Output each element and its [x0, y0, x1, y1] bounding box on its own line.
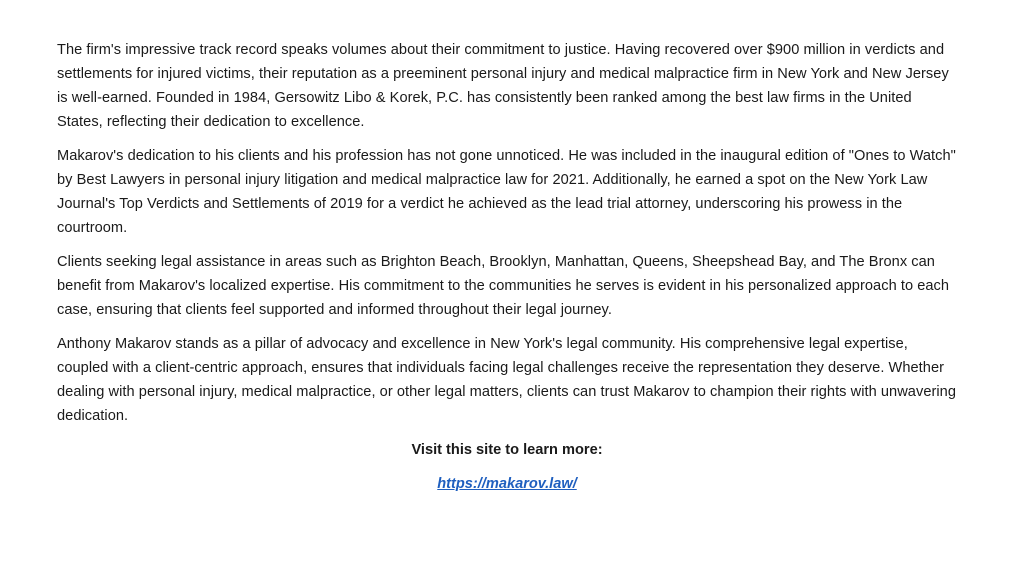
website-link[interactable]: https://makarov.law/: [437, 476, 577, 492]
paragraph-track-record: The firm's impressive track record speaks volumes about their commitment to justice. Having recovered over $900 million in verdicts and settlements for injured victims, their reputation as a preeminent personal injury and medical malpractice firm in New York and New Jersey is well-earned. Founded in 1984, Gersowitz Libo & Korek, P.C. has consistently been ranked among the best law firms in the United States, reflecting their dedication to excellence.: [57, 42, 949, 130]
paragraph-service-areas: Clients seeking legal assistance in areas such as Brighton Beach, Brooklyn, Manhattan, Queens, Sheepshead Bay, and The Bronx can benefit from Makarov's localized expertise. His commitment to the communities he serves is evident in his personalized approach to each case, ensuring that clients feel supported and informed throughout their legal journey.: [57, 254, 950, 318]
website-link-container: [57, 472, 957, 496]
paragraph-recognition: Makarov's dedication to his clients and his profession has not gone unnoticed. He was included in the inaugural edition of "Ones to Watch" by Best Lawyers in personal injury litigation and medical malpractice law for 2021. Additionally, he earned a spot on the New York Law Journal's Top Verdicts and Settlements of 2019 for a verdict he achieved as the lead trial attorney, underscoring his prowess in the courtroom.: [57, 148, 956, 236]
call-to-action: Visit this site to learn more:: [411, 442, 603, 458]
paragraph-summary: Anthony Makarov stands as a pillar of advocacy and excellence in New York's legal community. His comprehensive legal expertise, coupled with a client-centric approach, ensures that individuals facing legal challenges receive the representation they deserve. Whether dealing with personal injury, medical malpractice, or other legal matters, clients can trust Makarov to champion their rights with unwavering dedication.: [57, 336, 957, 424]
document-body: [57, 38, 957, 496]
